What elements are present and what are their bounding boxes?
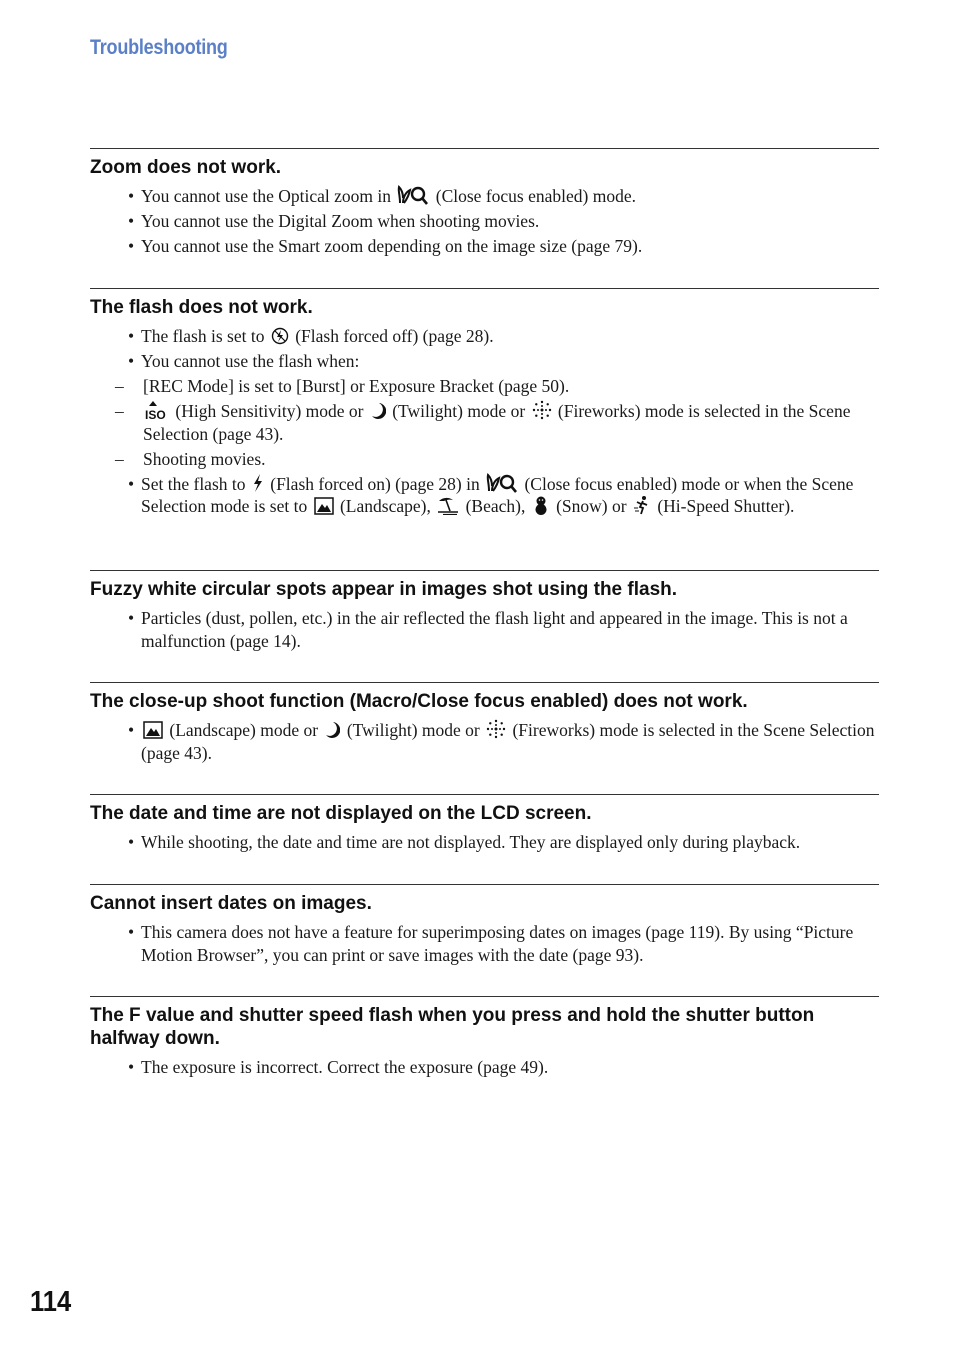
twilight-icon	[324, 721, 340, 739]
fireworks-icon	[532, 400, 552, 420]
fireworks-icon	[486, 719, 506, 739]
section-title: The date and time are not displayed on the LCD screen.	[90, 803, 592, 824]
page-number: 114	[30, 1286, 72, 1318]
list-item: • You cannot use the flash when:	[128, 350, 879, 373]
high-sensitivity-icon	[145, 400, 169, 420]
list-item: • The flash is set to (Flash forced off) (page 28).	[128, 325, 879, 348]
list-item: • Particles (dust, pollen, etc.) in the air reflected the flash light and appeared in the image. This is not a malfunction (page 14).	[128, 607, 879, 652]
list-item: • This camera does not have a feature for superimposing dates on images (page 119). By using “Picture Motion Browser”, you can print or save images with the date (page 93).	[128, 921, 879, 966]
landscape-icon	[314, 497, 334, 515]
item-list	[90, 719, 879, 764]
list-item: • While shooting, the date and time are not displayed. They are displayed only during playback.	[128, 831, 879, 854]
section-flash	[90, 288, 879, 520]
list-subitem: – Shooting movies.	[115, 448, 879, 471]
flash-forced-on-icon	[252, 473, 264, 493]
list-item: • You cannot use the Digital Zoom when shooting movies.	[128, 210, 879, 233]
flash-forced-off-icon	[271, 327, 289, 345]
section-title: Fuzzy white circular spots appear in images shot using the flash.	[90, 579, 678, 600]
close-focus-icon	[397, 185, 429, 205]
list-item: • The exposure is incorrect. Correct the exposure (page 49).	[128, 1056, 879, 1079]
section-title: The flash does not work.	[90, 297, 313, 318]
section-header: Troubleshooting	[90, 36, 228, 59]
list-item: • Set the flash to (Flash forced on) (page 28) in (Close focus enabled) mode or when the Scene Selection mode is set to (Landscape), (Beach), (Snow) or (Hi-Speed Shutter).	[128, 473, 879, 518]
item-list	[90, 921, 879, 966]
twilight-icon	[370, 402, 386, 420]
section-title: The F value and shutter speed flash when you press and hold the shutter button halfway down.	[90, 1005, 815, 1049]
list-item: • (Landscape) mode or (Twilight) mode or (Fireworks) mode is selected in the Scene Selection (page 43).	[128, 719, 879, 764]
item-list	[90, 325, 879, 518]
beach-icon	[437, 495, 459, 515]
item-list	[90, 1056, 879, 1079]
close-focus-icon	[486, 473, 518, 493]
svg-text:ISO: – ISO	[145, 408, 166, 420]
section-title: The close-up shoot function (Macro/Close focus enabled) does not work.	[90, 691, 748, 712]
list-item: • You cannot use the Optical zoom in (Close focus enabled) mode.	[128, 185, 879, 208]
section-insert-dates	[90, 884, 879, 969]
item-list	[90, 607, 879, 652]
landscape-icon	[143, 721, 163, 739]
section-fuzzy-spots	[90, 570, 879, 655]
list-subitem: – ISO (High Sensitivity) mode or (Twilight) mode or (Fireworks) mode is selected in the Scene Selection (page 43).	[115, 400, 879, 445]
item-list	[90, 831, 879, 854]
snow-icon	[532, 495, 550, 515]
list-item: • You cannot use the Smart zoom depending on the image size (page 79).	[128, 235, 879, 258]
section-close-up	[90, 682, 879, 767]
hi-speed-shutter-icon	[633, 495, 651, 515]
section-title: Zoom does not work.	[90, 157, 282, 178]
item-list	[90, 185, 879, 258]
section-f-value	[90, 996, 879, 1081]
section-title: Cannot insert dates on images.	[90, 893, 372, 914]
list-subitem: – [REC Mode] is set to [Burst] or Exposure Bracket (page 50).	[115, 375, 879, 398]
section-date-time	[90, 794, 879, 856]
section-zoom	[90, 148, 879, 260]
